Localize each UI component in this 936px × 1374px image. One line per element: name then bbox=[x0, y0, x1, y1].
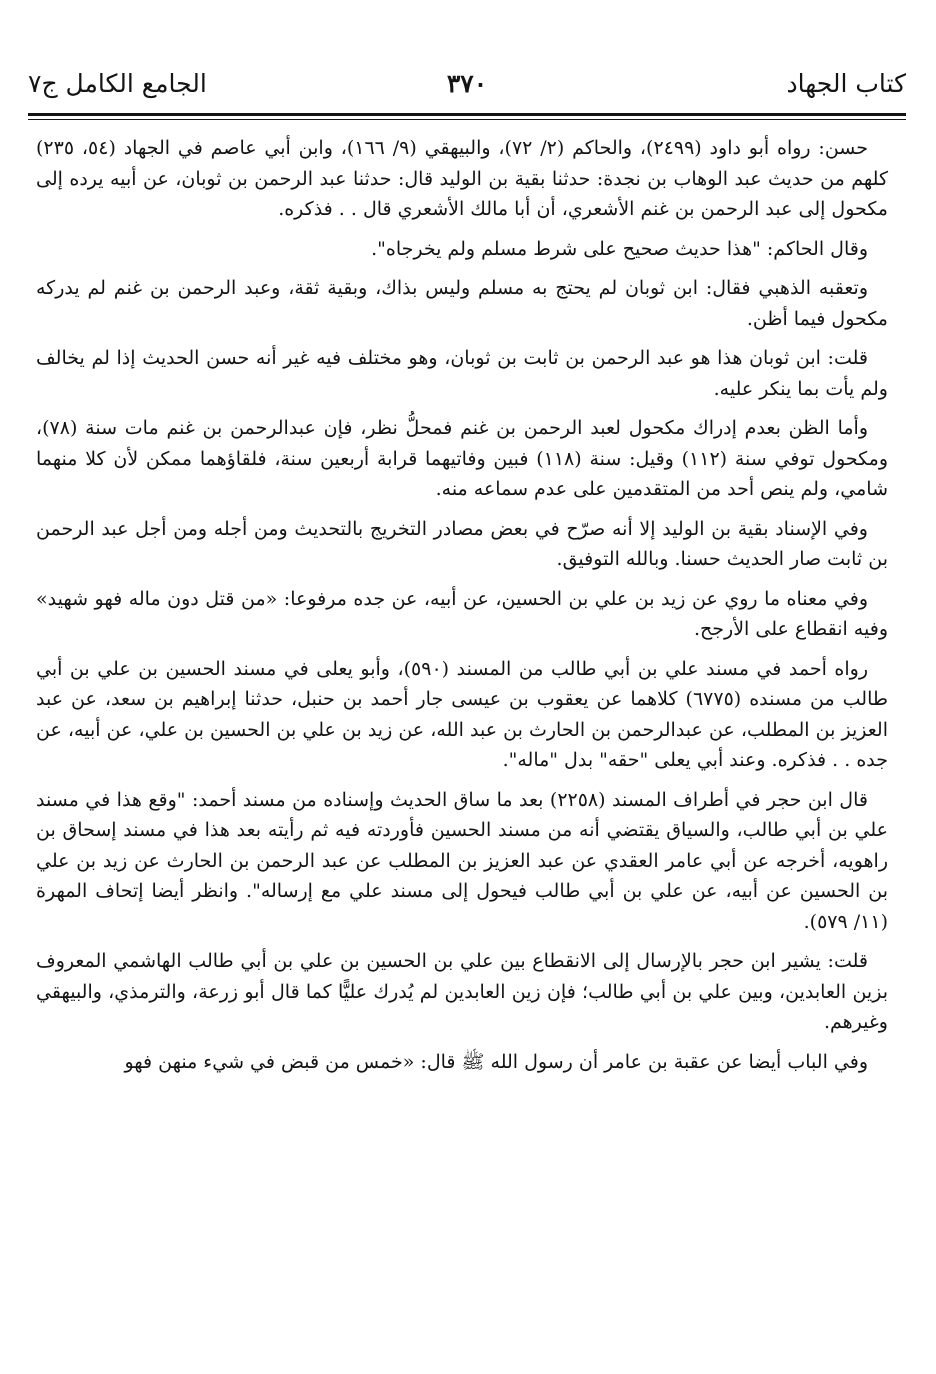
page-header bbox=[28, 64, 906, 108]
paragraph-zayd-hadith: وفي معناه ما روي عن زيد بن علي بن الحسين، عن أبيه، عن جده مرفوعا: «من قتل دون ماله فهو شهيد» وفيه انقطاع على الأرجح. bbox=[36, 587, 888, 640]
series-title: الجامع الكامل ج٧ bbox=[28, 69, 207, 98]
page-number: ٣٧٠ bbox=[446, 69, 488, 98]
paragraph-dhahabi: وتعقبه الذهبي فقال: ابن ثوبان لم يحتج به مسلم وليس بذاك، وبقية ثقة، وعبد الرحمن بن غنم لم يدركه مكحول فيما أظن. bbox=[36, 277, 888, 330]
page-body bbox=[36, 133, 888, 1086]
book-title: كتاب الجهاد bbox=[786, 69, 906, 98]
paragraph-ibn-thawban: قلت: ابن ثوبان هذا هو عبد الرحمن بن ثابت بن ثوبان، وهو مختلف فيه غير أنه حسن الحديث إذا لم يخالف ولم يأت بما ينكر عليه. bbox=[36, 347, 888, 400]
paragraph-hakim: وقال الحاكم: "هذا حديث صحيح على شرط مسلم ولم يخرجاه". bbox=[371, 237, 868, 260]
paragraph-uqba: وفي الباب أيضا عن عقبة بن عامر أن رسول الله ﷺ قال: «خمس من قبض في شيء منهن فهو bbox=[124, 1050, 868, 1073]
paragraph-takhrij: حسن: رواه أبو داود (٢٤٩٩)، والحاكم (٢/ ٧٢)، والبيهقي (٩/ ١٦٦)، وابن أبي عاصم في الجهاد (٥٤، ٢٣٥) كلهم من حديث عبد الوهاب بن نجدة: حدثنا بقية بن الوليد قال: حدثنا عبد الرحمن بن ثوبان، عن أبيه يرده إلى مكحول إلى عبد الرحمن بن غنم الأشعري، أن أبا مالك الأشعري قال . . فذكره. bbox=[36, 137, 888, 220]
paragraph-baqiyya: وفي الإسناد بقية بن الوليد إلا أنه صرّح في بعض مصادر التخريج بالتحديث ومن أجله ومن أجل عبد الرحمن بن ثابت صار الحديث حسنا. وبالله التوفيق. bbox=[36, 517, 888, 570]
paragraph-ibn-hajar: قال ابن حجر في أطراف المسند (٢٢٥٨) بعد ما ساق الحديث وإسناده من مسند أحمد: "وقع هذا في مسند علي بن أبي طالب، والسياق يقتضي أنه من مسند الحسين فأوردته فيه ثم رأيته بعد هذا في مسند إسحاق بن راهويه، أخرجه عن أبي عامر العقدي عن عبد العزيز بن المطلب عن عبد الرحمن بن الحارث عن زيد بن علي بن الحسين عن أبيه، عن علي بن أبي طالب فيحول إلى مسند علي مع إرساله". وانظر أيضا إتحاف المهرة (١١/ ٥٧٩). bbox=[36, 788, 888, 933]
header-rule-thin bbox=[28, 119, 906, 120]
paragraph-ahmad: رواه أحمد في مسند علي بن أبي طالب من المسند (٥٩٠)، وأبو يعلى في مسند الحسين بن علي بن أبي طالب من مسنده (٦٧٧٥) كلاهما عن يعقوب بن عيسى جار أحمد بن حنبل، حدثنا إبراهيم بن سعد، عن عبد العزيز بن المطلب، عن عبدالرحمن بن الحارث بن عبد الله، عن زيد بن علي بن الحسين بن علي، عن أبيه، عن جده . . فذكره. وعند أبي يعلى "حقه" بدل "ماله". bbox=[36, 657, 888, 771]
header-rule-thick bbox=[28, 113, 906, 116]
paragraph-irsal: قلت: يشير ابن حجر بالإرسال إلى الانقطاع بين علي بن الحسين بن علي بن أبي طالب الهاشمي المعروف بزين العابدين، وبين علي بن أبي طالب؛ فإن زين العابدين لم يُدرك عليًّا كما قال أبو زرعة، والترمذي، والبيهقي وغيرهم. bbox=[36, 950, 888, 1033]
paragraph-makhul: وأما الظن بعدم إدراك مكحول لعبد الرحمن بن غنم فمحلُّ نظر، فإن عبدالرحمن بن غنم مات سنة (٧٨)، ومكحول توفي سنة (١١٢) وقيل: سنة (١١٨) فبين وفاتيهما قرابة أربعين سنة، فلقاؤهما ممكن لأن كلا منهما شامي، ولم ينص أحد من المتقدمين على عدم سماعه منه. bbox=[36, 417, 888, 500]
